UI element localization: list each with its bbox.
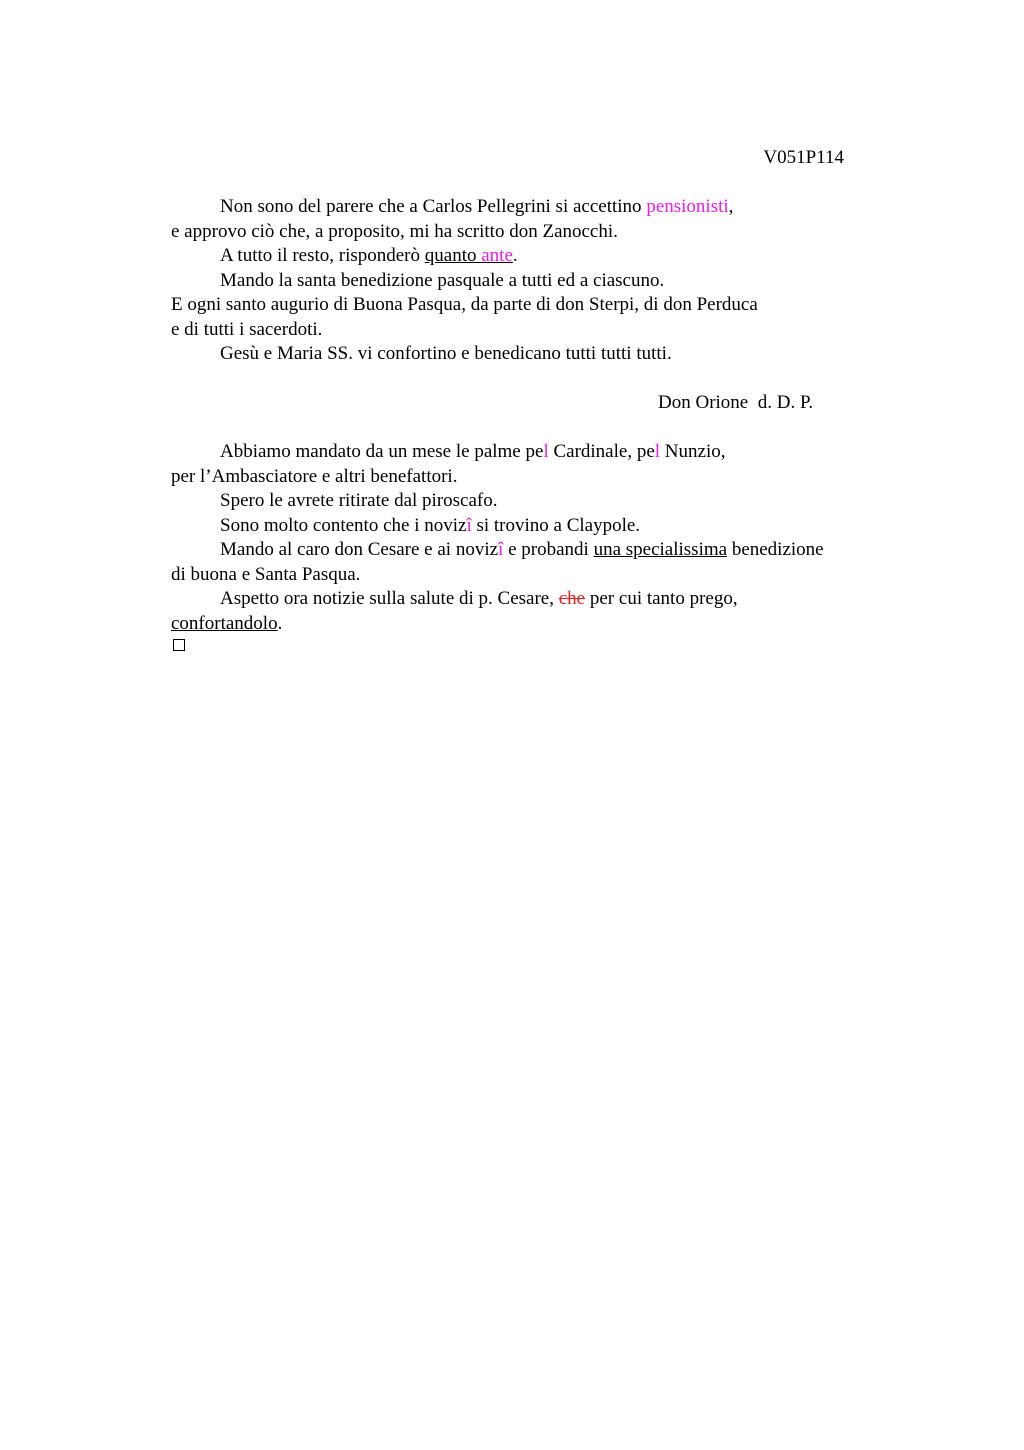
text-run: . (277, 612, 283, 634)
paragraph-line (171, 342, 891, 367)
paragraph-line (171, 318, 891, 343)
text-run: di buona e Santa Pasqua. (171, 563, 361, 585)
paragraph-line (171, 563, 891, 588)
paragraph-line (171, 538, 891, 563)
paragraph-line (171, 514, 891, 539)
underlined-text: una specialissima (593, 539, 728, 560)
text-run: quanto (424, 245, 477, 266)
end-of-text-square-icon (173, 639, 185, 651)
text-run: Sono molto contento che i noviz (220, 514, 467, 536)
text-run: Gesù e Maria SS. vi confortino e benedicano tutti tutti tutti. (220, 343, 672, 364)
text-run: e di tutti i sacerdoti. (171, 318, 323, 340)
paragraph-line (171, 612, 891, 637)
insertion-text: l (654, 441, 661, 462)
paragraph-line (171, 465, 891, 490)
text-run: e approvo ciò che, a proposito, mi ha scritto don Zanocchi. (171, 220, 618, 242)
text-run: . (512, 245, 518, 266)
paragraph-line (171, 195, 891, 220)
paragraph-line (171, 269, 891, 294)
page-reference: V051P114 (763, 147, 844, 168)
insertion-text: l (543, 441, 549, 462)
underlined-text: confortandolo (171, 612, 278, 634)
insertion-text: î (498, 539, 504, 560)
paragraph-line (171, 293, 891, 318)
text-run: Aspetto ora notizie sulla salute di p. Cesare, (220, 588, 559, 609)
text-run: A tutto il resto, risponderò (220, 245, 425, 266)
text-run: Spero le avrete ritirate dal piroscafo. (220, 490, 498, 511)
text-run: per cui tanto prego, (585, 588, 738, 609)
text-run: Cardinale, pe (548, 441, 655, 462)
signature: Don Orione d. D. P. (658, 392, 814, 413)
insertion-text: pensionisti (646, 196, 729, 217)
paragraph-line (171, 489, 891, 514)
text-run: si trovino a Claypole. (471, 514, 641, 536)
deleted-text: che (558, 588, 586, 609)
text-run: Abbiamo mandato da un mese le palme pe (220, 441, 544, 462)
text-run: e probandi (503, 539, 594, 560)
text-run: benedizione (727, 539, 824, 560)
text-run: per l’Ambasciatore e altri benefattori. (171, 465, 458, 487)
text-run: Nunzio, (660, 441, 726, 462)
text-run: Mando al caro don Cesare e ai noviz (220, 539, 499, 560)
paragraph-line (171, 440, 891, 465)
underlined-text (425, 245, 513, 266)
letter-body (171, 195, 891, 367)
insertion-text: î (466, 514, 472, 536)
text-run: E ogni santo augurio di Buona Pasqua, da parte di don Sterpi, di don Perduca (171, 294, 758, 315)
paragraph-line (171, 244, 891, 269)
paragraph-line (171, 220, 891, 245)
insertion-text: ante (481, 245, 513, 266)
text-run: , (728, 196, 734, 217)
postscript-body (171, 440, 891, 636)
paragraph-line (171, 587, 891, 612)
text-run: Non sono del parere che a Carlos Pellegrini si accettino (220, 196, 647, 217)
text-run: Mando la santa benedizione pasquale a tutti ed a ciascuno. (220, 269, 665, 291)
